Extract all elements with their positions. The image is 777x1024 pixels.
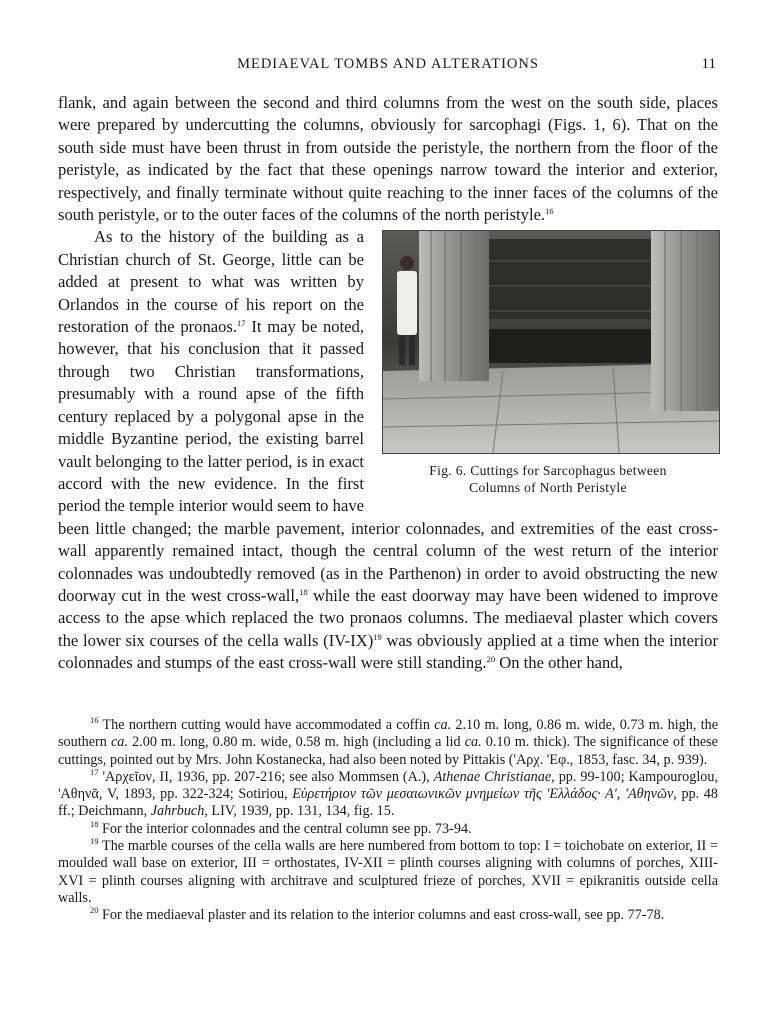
footnote-text: , pp. 48 ff.; Deichmann, (58, 786, 718, 820)
figure-caption (378, 462, 718, 496)
footnote-20 (58, 907, 718, 924)
footnote-number: 19 (90, 836, 99, 847)
footnote-number: 20 (90, 905, 99, 916)
footnote-text: The northern cutting would have accommodated a coffin (98, 717, 435, 733)
paragraph-2-part-2: It may be noted, however, that his conclusion that it passed through two Christian transformations, presumably with a round apse of the fifth century replaced by a polygonal apse in the middle Byzantine period, the existing barrel vault belonging to the latter period, is in exact accord with the new evidence. In the first period the temple interior would seem to have been little changed; the marble pavement, interior colonnades, and extremities of the east cross-wall apparently remained intact, though the central column of the west return of the interior colonnades was undoubtedly removed (as in the Parthenon) in order to avoid obstructing the new doorway cut in the west cross-wall, (58, 317, 718, 605)
footnote-italic: Εὑρετήριον τῶν μεσαιωνικῶν μνημείων τῆς 'Ελλάδος· Α', 'Αθηνῶν (292, 786, 674, 803)
footnote-italic: Athenae Christianae (433, 768, 552, 785)
footnote-italic: ca. (464, 734, 482, 751)
caption-line-2: Columns of North Peristyle (469, 480, 627, 496)
footnote-text: 2.00 m. long, 0.80 m. wide, 0.58 m. high (including a lid (127, 734, 465, 751)
paragraph-2-part-4: was obviously applied at a time when the interior colonnades and stumps of the east cross-wall were still standing. (58, 630, 718, 673)
footnote-text: 0.10 m. thick). The significance of these cuttings, pointed out by Mrs. John Kostanecka, had also been noted by Pittakis ('Αρχ. 'Εφ., 1853, fasc. 34, p. 939). (58, 734, 718, 768)
footnote-text: For the mediaeval plaster and its relation to the interior columns and east cross-wall, see pp. 77-78. (98, 907, 665, 924)
footnote-ref-17: 17 (237, 318, 246, 329)
footnote-text: 2.10 m. long, 0.86 m. wide, 0.73 m. high, the southern (58, 717, 719, 751)
paragraph-1-text: flank, and again between the second and third columns from the west on the south side, places were prepared by undercutting the columns, obviously for sarcophagi (Figs. 1, 6). That on the south side must have been thrust in from outside the peristyle, the northern from the floor of the peristyle, as indicated by the fact that these openings narrow toward the interior and exterior, respectively, and finally terminate without quite reaching to the inner faces of the columns of the south peristyle, or to the outer faces of the columns of the north peristyle. (58, 93, 718, 225)
footnote-ref-16: 16 (545, 206, 554, 217)
paragraph-2-part-3: while the east doorway may have been widened to improve access to the apse which replaced the two pronaos columns. The mediaeval plaster which covers the lower six courses of the cella walls (IV-IX) (58, 585, 718, 650)
footnote-text: , LIV, 1939, pp. 131, 134, fig. 15. (204, 803, 395, 820)
footnote-17 (58, 766, 718, 821)
footnote-number: 16 (90, 715, 99, 725)
footnote-text: 'Αρχεῖον, II, 1936, pp. 207-216; see also Mommsen (A.), (98, 768, 434, 785)
page-header (58, 56, 718, 78)
footnote-italic: Jahrbuch (150, 803, 205, 820)
page-number: 11 (701, 56, 716, 72)
footnote-18 (58, 818, 718, 838)
footnotes (58, 717, 718, 925)
running-title: MEDIAEVAL TOMBS AND ALTERATIONS (237, 56, 539, 72)
footnote-text: For the interior colonnades and the central column see pp. 73-94. (98, 820, 472, 837)
footnote-text: The marble courses of the cella walls are here numbered from bottom to top: I = toichobate on exterior, II = moulded wall base on exterior, III = orthostates, IV-XII = plinth courses aligning with columns of porches, XIII-XVI = plinth courses aligning with architrave and sculptured frieze of porches, XVII = epikranitis outside cella walls. (58, 838, 718, 906)
footnote-italic: ca. (111, 734, 128, 751)
paragraph-2-part-5: On the other hand, (495, 653, 623, 673)
footnote-ref-19: 19 (373, 631, 382, 642)
paragraph-1 (58, 92, 718, 226)
paragraph-2-part-1: As to the history of the building as a Christian church of St. George, little can be added at present to what was written by Orlandos in the course of his report on the restoration of the pronaos. (58, 227, 364, 337)
footnote-number: 18 (90, 818, 99, 829)
footnote-19 (58, 838, 718, 907)
footnote-number: 17 (90, 766, 99, 777)
caption-line-1: Fig. 6. Cuttings for Sarcophagus between (429, 463, 667, 479)
footnote-ref-20: 20 (486, 654, 496, 665)
body-text (58, 92, 718, 675)
footnote-ref-18: 18 (299, 586, 308, 597)
footnote-text: , pp. 99-100; Kampouroglou, 'Αθηνᾶ, V, 1893, pp. 322-324; Sotiriou, (58, 768, 718, 803)
figure-6 (378, 230, 718, 496)
footnote-16 (58, 717, 718, 769)
footnote-italic: ca. (434, 717, 452, 733)
figure-photo (382, 230, 720, 454)
